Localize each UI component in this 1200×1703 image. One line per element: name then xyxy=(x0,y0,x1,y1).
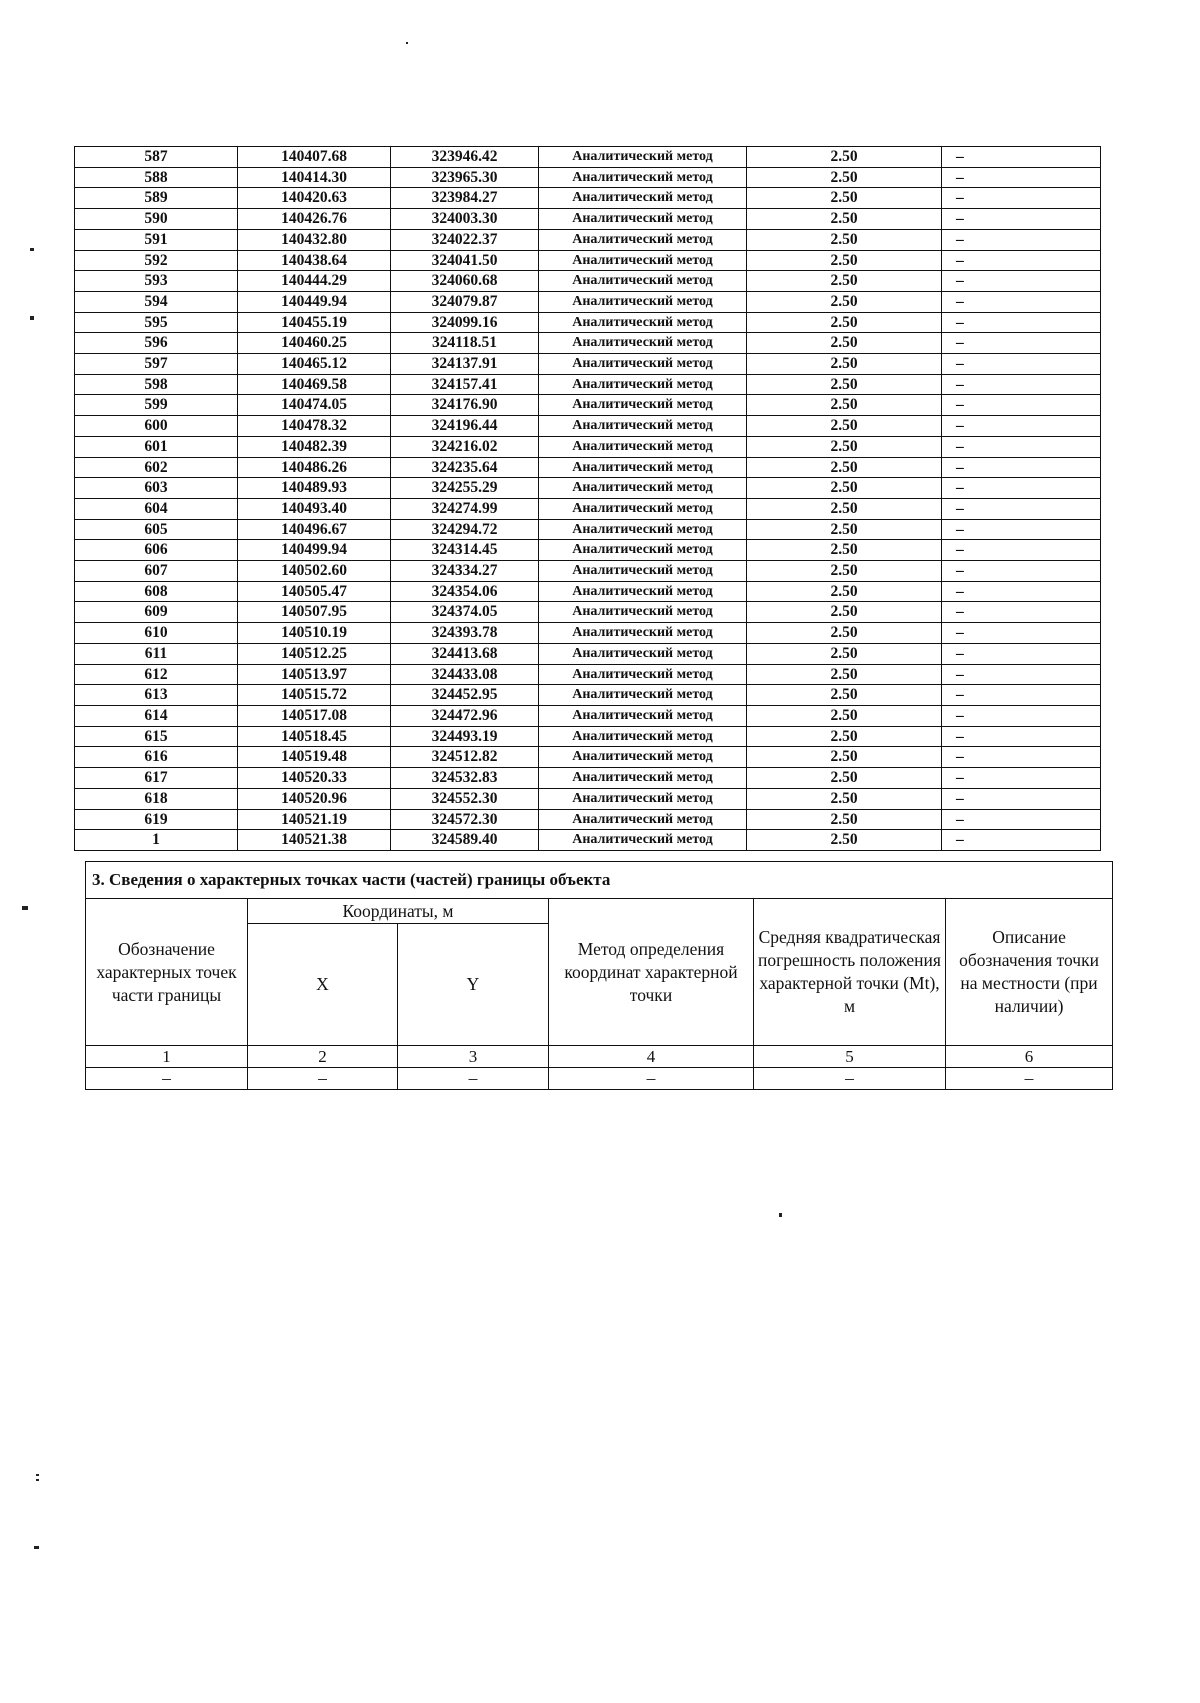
y-coordinate-cell: 324472.96 xyxy=(391,705,539,726)
x-coordinate-cell: 140474.05 xyxy=(238,395,391,416)
y-coordinate-cell: 324196.44 xyxy=(391,416,539,437)
point-number-cell: 1 xyxy=(75,830,238,851)
error-cell: 2.50 xyxy=(747,167,942,188)
method-cell: Аналитический метод xyxy=(539,312,747,333)
description-cell: – xyxy=(942,830,1101,851)
y-coordinate-cell: 324493.19 xyxy=(391,726,539,747)
point-number-cell: 591 xyxy=(75,229,238,250)
y-coordinate-cell: 324314.45 xyxy=(391,540,539,561)
y-coordinate-cell: 324099.16 xyxy=(391,312,539,333)
coordinates-table-body xyxy=(75,147,1101,851)
description-cell: – xyxy=(942,519,1101,540)
point-number-cell: 590 xyxy=(75,209,238,230)
method-cell: Аналитический метод xyxy=(539,291,747,312)
description-cell: – xyxy=(942,726,1101,747)
y-coordinate-cell: 324572.30 xyxy=(391,809,539,830)
point-number-cell: 593 xyxy=(75,271,238,292)
description-header: Описание обозначения точки на местности (при наличии) xyxy=(946,899,1113,1046)
point-number-cell: 615 xyxy=(75,726,238,747)
y-coordinate-cell: 324374.05 xyxy=(391,602,539,623)
description-cell: – xyxy=(942,250,1101,271)
point-number-cell: 606 xyxy=(75,540,238,561)
column-number: 3 xyxy=(398,1046,549,1068)
x-coordinate-cell: 140444.29 xyxy=(238,271,391,292)
method-cell: Аналитический метод xyxy=(539,519,747,540)
description-cell: – xyxy=(942,643,1101,664)
method-cell: Аналитический метод xyxy=(539,374,747,395)
error-cell: 2.50 xyxy=(747,188,942,209)
error-cell: 2.50 xyxy=(747,788,942,809)
x-coordinate-cell: 140414.30 xyxy=(238,167,391,188)
section-title-row xyxy=(86,862,1113,899)
table-row xyxy=(75,354,1101,375)
empty-cell: – xyxy=(398,1068,549,1090)
table-row xyxy=(75,312,1101,333)
error-cell: 2.50 xyxy=(747,581,942,602)
table-row xyxy=(75,643,1101,664)
point-number-cell: 597 xyxy=(75,354,238,375)
x-coordinate-cell: 140455.19 xyxy=(238,312,391,333)
header-row-1 xyxy=(86,899,1113,924)
y-coordinate-cell: 324022.37 xyxy=(391,229,539,250)
point-number-cell: 589 xyxy=(75,188,238,209)
x-coordinate-cell: 140478.32 xyxy=(238,416,391,437)
y-coordinate-cell: 324137.91 xyxy=(391,354,539,375)
point-number-cell: 602 xyxy=(75,457,238,478)
point-number-cell: 614 xyxy=(75,705,238,726)
y-coordinate-cell: 324413.68 xyxy=(391,643,539,664)
error-cell: 2.50 xyxy=(747,333,942,354)
description-cell: – xyxy=(942,436,1101,457)
description-cell: – xyxy=(942,705,1101,726)
x-coordinate-cell: 140519.48 xyxy=(238,747,391,768)
y-header: Y xyxy=(398,924,549,1046)
x-coordinate-cell: 140482.39 xyxy=(238,436,391,457)
description-cell: – xyxy=(942,478,1101,499)
error-cell: 2.50 xyxy=(747,519,942,540)
y-coordinate-cell: 324235.64 xyxy=(391,457,539,478)
description-cell: – xyxy=(942,561,1101,582)
x-coordinate-cell: 140486.26 xyxy=(238,457,391,478)
method-cell: Аналитический метод xyxy=(539,602,747,623)
y-coordinate-cell: 324216.02 xyxy=(391,436,539,457)
point-number-cell: 610 xyxy=(75,623,238,644)
x-coordinate-cell: 140426.76 xyxy=(238,209,391,230)
method-cell: Аналитический метод xyxy=(539,685,747,706)
error-cell: 2.50 xyxy=(747,602,942,623)
description-cell: – xyxy=(942,147,1101,168)
y-coordinate-cell: 324354.06 xyxy=(391,581,539,602)
table-row xyxy=(75,291,1101,312)
description-cell: – xyxy=(942,623,1101,644)
y-coordinate-cell: 324157.41 xyxy=(391,374,539,395)
table-row xyxy=(75,147,1101,168)
error-cell: 2.50 xyxy=(747,540,942,561)
error-cell: 2.50 xyxy=(747,312,942,333)
empty-cell: – xyxy=(549,1068,754,1090)
method-cell: Аналитический метод xyxy=(539,416,747,437)
x-coordinate-cell: 140517.08 xyxy=(238,705,391,726)
method-cell: Аналитический метод xyxy=(539,768,747,789)
point-number-cell: 592 xyxy=(75,250,238,271)
y-coordinate-cell: 324512.82 xyxy=(391,747,539,768)
point-number-cell: 599 xyxy=(75,395,238,416)
method-cell: Аналитический метод xyxy=(539,498,747,519)
method-cell: Аналитический метод xyxy=(539,271,747,292)
table-row xyxy=(75,830,1101,851)
error-cell: 2.50 xyxy=(747,809,942,830)
point-number-cell: 613 xyxy=(75,685,238,706)
description-cell: – xyxy=(942,229,1101,250)
x-coordinate-cell: 140449.94 xyxy=(238,291,391,312)
error-cell: 2.50 xyxy=(747,830,942,851)
error-cell: 2.50 xyxy=(747,768,942,789)
x-coordinate-cell: 140438.64 xyxy=(238,250,391,271)
x-coordinate-cell: 140499.94 xyxy=(238,540,391,561)
point-number-cell: 600 xyxy=(75,416,238,437)
method-cell: Аналитический метод xyxy=(539,436,747,457)
method-cell: Аналитический метод xyxy=(539,809,747,830)
y-coordinate-cell: 324294.72 xyxy=(391,519,539,540)
point-number-cell: 588 xyxy=(75,167,238,188)
description-cell: – xyxy=(942,374,1101,395)
table-row xyxy=(75,581,1101,602)
x-coordinate-cell: 140465.12 xyxy=(238,354,391,375)
error-cell: 2.50 xyxy=(747,250,942,271)
empty-cell: – xyxy=(946,1068,1113,1090)
method-cell: Аналитический метод xyxy=(539,167,747,188)
point-number-cell: 612 xyxy=(75,664,238,685)
description-cell: – xyxy=(942,333,1101,354)
error-cell: 2.50 xyxy=(747,561,942,582)
empty-data-row xyxy=(86,1068,1113,1090)
method-cell: Аналитический метод xyxy=(539,209,747,230)
column-number: 6 xyxy=(946,1046,1113,1068)
x-coordinate-cell: 140520.33 xyxy=(238,768,391,789)
table-row xyxy=(75,664,1101,685)
scan-speck xyxy=(779,1213,782,1217)
boundary-parts-table xyxy=(85,861,1113,1090)
table-row xyxy=(75,519,1101,540)
error-cell: 2.50 xyxy=(747,664,942,685)
method-cell: Аналитический метод xyxy=(539,478,747,499)
y-coordinate-cell: 324255.29 xyxy=(391,478,539,499)
point-number-cell: 601 xyxy=(75,436,238,457)
description-cell: – xyxy=(942,747,1101,768)
x-coordinate-cell: 140420.63 xyxy=(238,188,391,209)
point-number-cell: 609 xyxy=(75,602,238,623)
method-header: Метод определения координат характерной точки xyxy=(549,899,754,1046)
method-cell: Аналитический метод xyxy=(539,830,747,851)
error-header: Средняя квадратическая погрешность положения характерной точки (Mt), м xyxy=(754,899,946,1046)
x-coordinate-cell: 140407.68 xyxy=(238,147,391,168)
y-coordinate-cell: 324060.68 xyxy=(391,271,539,292)
method-cell: Аналитический метод xyxy=(539,188,747,209)
scan-speck xyxy=(406,42,408,44)
y-coordinate-cell: 324334.27 xyxy=(391,561,539,582)
table-row xyxy=(75,602,1101,623)
scan-speck xyxy=(22,906,28,910)
error-cell: 2.50 xyxy=(747,209,942,230)
x-coordinate-cell: 140460.25 xyxy=(238,333,391,354)
section-title: 3. Сведения о характерных точках части (частей) границы объекта xyxy=(86,862,1113,899)
x-coordinate-cell: 140521.38 xyxy=(238,830,391,851)
y-coordinate-cell: 324041.50 xyxy=(391,250,539,271)
x-coordinate-cell: 140513.97 xyxy=(238,664,391,685)
method-cell: Аналитический метод xyxy=(539,581,747,602)
point-number-cell: 618 xyxy=(75,788,238,809)
method-cell: Аналитический метод xyxy=(539,395,747,416)
point-number-cell: 594 xyxy=(75,291,238,312)
description-cell: – xyxy=(942,498,1101,519)
table-row xyxy=(75,561,1101,582)
table-row xyxy=(75,768,1101,789)
error-cell: 2.50 xyxy=(747,271,942,292)
error-cell: 2.50 xyxy=(747,291,942,312)
x-coordinate-cell: 140505.47 xyxy=(238,581,391,602)
table-row xyxy=(75,498,1101,519)
table-row xyxy=(75,374,1101,395)
description-cell: – xyxy=(942,167,1101,188)
column-number: 5 xyxy=(754,1046,946,1068)
x-coordinate-cell: 140515.72 xyxy=(238,685,391,706)
error-cell: 2.50 xyxy=(747,705,942,726)
scan-speck xyxy=(30,316,34,320)
table-row xyxy=(75,271,1101,292)
coordinates-header: Координаты, м xyxy=(248,899,549,924)
description-cell: – xyxy=(942,395,1101,416)
x-coordinate-cell: 140512.25 xyxy=(238,643,391,664)
x-coordinate-cell: 140489.93 xyxy=(238,478,391,499)
table-row xyxy=(75,540,1101,561)
description-cell: – xyxy=(942,416,1101,437)
description-cell: – xyxy=(942,540,1101,561)
description-cell: – xyxy=(942,188,1101,209)
y-coordinate-cell: 324433.08 xyxy=(391,664,539,685)
description-cell: – xyxy=(942,768,1101,789)
error-cell: 2.50 xyxy=(747,416,942,437)
method-cell: Аналитический метод xyxy=(539,229,747,250)
x-coordinate-cell: 140518.45 xyxy=(238,726,391,747)
method-cell: Аналитический метод xyxy=(539,333,747,354)
y-coordinate-cell: 324003.30 xyxy=(391,209,539,230)
description-cell: – xyxy=(942,602,1101,623)
point-number-cell: 603 xyxy=(75,478,238,499)
table-row xyxy=(75,167,1101,188)
y-coordinate-cell: 324176.90 xyxy=(391,395,539,416)
method-cell: Аналитический метод xyxy=(539,747,747,768)
table-row xyxy=(75,209,1101,230)
point-number-cell: 617 xyxy=(75,768,238,789)
table-row xyxy=(75,229,1101,250)
point-number-cell: 598 xyxy=(75,374,238,395)
method-cell: Аналитический метод xyxy=(539,664,747,685)
x-coordinate-cell: 140496.67 xyxy=(238,519,391,540)
point-number-cell: 616 xyxy=(75,747,238,768)
y-coordinate-cell: 324552.30 xyxy=(391,788,539,809)
error-cell: 2.50 xyxy=(747,747,942,768)
table-row xyxy=(75,416,1101,437)
description-cell: – xyxy=(942,809,1101,830)
x-coordinate-cell: 140493.40 xyxy=(238,498,391,519)
column-number: 4 xyxy=(549,1046,754,1068)
error-cell: 2.50 xyxy=(747,395,942,416)
y-coordinate-cell: 324589.40 xyxy=(391,830,539,851)
description-cell: – xyxy=(942,209,1101,230)
description-cell: – xyxy=(942,291,1101,312)
designation-header: Обозначение характерных точек части границы xyxy=(86,899,248,1046)
x-coordinate-cell: 140510.19 xyxy=(238,623,391,644)
table-row xyxy=(75,705,1101,726)
x-coordinate-cell: 140502.60 xyxy=(238,561,391,582)
description-cell: – xyxy=(942,271,1101,292)
table-row xyxy=(75,395,1101,416)
error-cell: 2.50 xyxy=(747,436,942,457)
y-coordinate-cell: 324393.78 xyxy=(391,623,539,644)
error-cell: 2.50 xyxy=(747,685,942,706)
column-number: 2 xyxy=(248,1046,398,1068)
method-cell: Аналитический метод xyxy=(539,561,747,582)
description-cell: – xyxy=(942,312,1101,333)
point-number-cell: 619 xyxy=(75,809,238,830)
point-number-cell: 604 xyxy=(75,498,238,519)
table-row xyxy=(75,726,1101,747)
point-number-cell: 611 xyxy=(75,643,238,664)
y-coordinate-cell: 323984.27 xyxy=(391,188,539,209)
error-cell: 2.50 xyxy=(747,478,942,499)
error-cell: 2.50 xyxy=(747,457,942,478)
point-number-cell: 595 xyxy=(75,312,238,333)
error-cell: 2.50 xyxy=(747,354,942,375)
method-cell: Аналитический метод xyxy=(539,788,747,809)
x-coordinate-cell: 140521.19 xyxy=(238,809,391,830)
method-cell: Аналитический метод xyxy=(539,643,747,664)
x-coordinate-cell: 140507.95 xyxy=(238,602,391,623)
method-cell: Аналитический метод xyxy=(539,354,747,375)
empty-cell: – xyxy=(248,1068,398,1090)
point-number-cell: 596 xyxy=(75,333,238,354)
coordinates-table xyxy=(74,146,1101,851)
y-coordinate-cell: 323946.42 xyxy=(391,147,539,168)
scan-speck xyxy=(36,1479,39,1481)
description-cell: – xyxy=(942,664,1101,685)
x-coordinate-cell: 140520.96 xyxy=(238,788,391,809)
scan-speck xyxy=(34,1546,39,1549)
x-coordinate-cell: 140432.80 xyxy=(238,229,391,250)
column-number: 1 xyxy=(86,1046,248,1068)
y-coordinate-cell: 323965.30 xyxy=(391,167,539,188)
point-number-cell: 605 xyxy=(75,519,238,540)
method-cell: Аналитический метод xyxy=(539,540,747,561)
method-cell: Аналитический метод xyxy=(539,250,747,271)
scan-speck xyxy=(30,248,34,251)
point-number-cell: 608 xyxy=(75,581,238,602)
table-row xyxy=(75,478,1101,499)
x-coordinate-cell: 140469.58 xyxy=(238,374,391,395)
x-header: X xyxy=(248,924,398,1046)
error-cell: 2.50 xyxy=(747,147,942,168)
method-cell: Аналитический метод xyxy=(539,726,747,747)
y-coordinate-cell: 324452.95 xyxy=(391,685,539,706)
table-row xyxy=(75,685,1101,706)
error-cell: 2.50 xyxy=(747,623,942,644)
error-cell: 2.50 xyxy=(747,229,942,250)
description-cell: – xyxy=(942,354,1101,375)
y-coordinate-cell: 324079.87 xyxy=(391,291,539,312)
table-row xyxy=(75,188,1101,209)
error-cell: 2.50 xyxy=(747,726,942,747)
table-row xyxy=(75,457,1101,478)
table-row xyxy=(75,788,1101,809)
description-cell: – xyxy=(942,457,1101,478)
method-cell: Аналитический метод xyxy=(539,147,747,168)
error-cell: 2.50 xyxy=(747,643,942,664)
scan-speck xyxy=(36,1474,39,1476)
y-coordinate-cell: 324532.83 xyxy=(391,768,539,789)
method-cell: Аналитический метод xyxy=(539,623,747,644)
description-cell: – xyxy=(942,685,1101,706)
description-cell: – xyxy=(942,581,1101,602)
error-cell: 2.50 xyxy=(747,498,942,519)
y-coordinate-cell: 324274.99 xyxy=(391,498,539,519)
point-number-cell: 607 xyxy=(75,561,238,582)
method-cell: Аналитический метод xyxy=(539,457,747,478)
table-row xyxy=(75,333,1101,354)
point-number-cell: 587 xyxy=(75,147,238,168)
table-row xyxy=(75,250,1101,271)
table-row xyxy=(75,809,1101,830)
y-coordinate-cell: 324118.51 xyxy=(391,333,539,354)
table-row xyxy=(75,747,1101,768)
table-row xyxy=(75,623,1101,644)
column-numbers-row xyxy=(86,1046,1113,1068)
description-cell: – xyxy=(942,788,1101,809)
empty-cell: – xyxy=(86,1068,248,1090)
error-cell: 2.50 xyxy=(747,374,942,395)
method-cell: Аналитический метод xyxy=(539,705,747,726)
empty-cell: – xyxy=(754,1068,946,1090)
table-row xyxy=(75,436,1101,457)
